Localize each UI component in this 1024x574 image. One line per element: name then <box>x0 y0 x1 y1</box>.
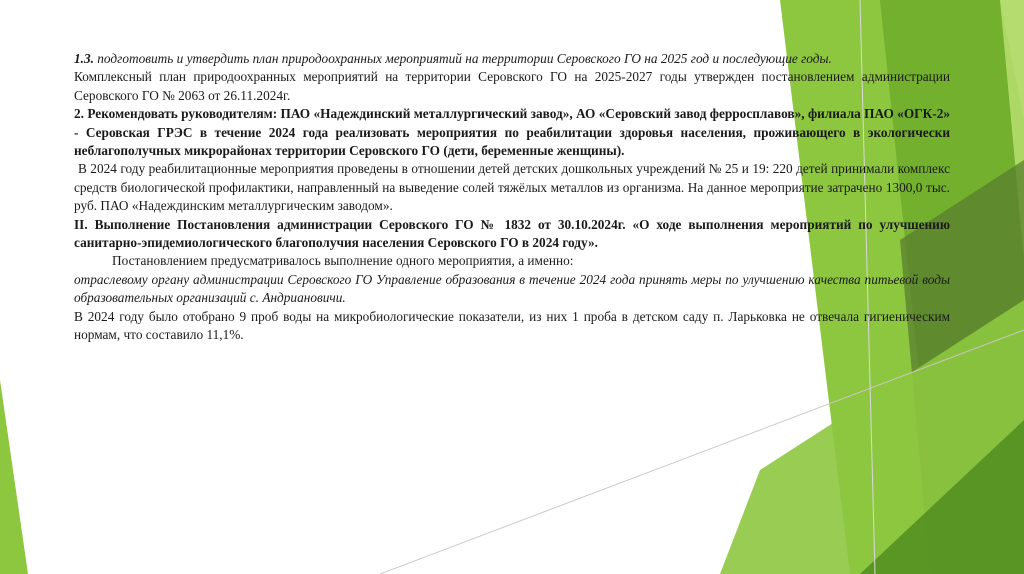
paragraph-1 <box>74 50 950 68</box>
item-text: подготовить и утвердить план природоохранных мероприятий на территории Серовского ГО на 2025 год и последующие годы. <box>93 51 832 66</box>
slide-text <box>74 50 950 345</box>
paragraph-3: 2. Рекомендовать руководителям: ПАО «Надеждинский металлургический завод», АО «Серовский завод ферросплавов», филиала ПАО «ОГК-2» - Серовская ГРЭС в течение 2024 года реализовать мероприятия по реабилитации здоровья населения, проживающего в экологически неблагополучных микрорайонах территории Серовского ГО (дети, беременные женщины). <box>74 106 950 159</box>
paragraph-7: отраслевому органу администрации Серовского ГО Управление образования в течение 2024 года принять меры по улучшению качества питьевой воды образовательных организаций с. Андриановичи. <box>74 271 950 306</box>
paragraph-2: Комплексный план природоохранных мероприятий на территории Серовского ГО на 2025-2027 годы утвержден постановлением администрации Серовского ГО № 2063 от 26.11.2024г. <box>74 69 950 103</box>
left-green-shape <box>0 380 28 574</box>
paragraph-6: Постановлением предусматривалось выполнение одного мероприятия, а именно: <box>112 253 574 269</box>
paragraph-5: II. Выполнение Постановления администрации Серовского ГО № 1832 от 30.10.2024г. «О ходе выполнения мероприятий по улучшению санитарно-эпидемиологического благополучия населения Серовского ГО в 2024 году». <box>74 216 950 251</box>
paragraph-8: В 2024 году было отобрано 9 проб воды на микробиологические показатели, из них 1 проба в детском саду п. Ларьковка не отвечала гигиеническим нормам, что составило 11,1%. <box>74 308 950 343</box>
paragraph-4: В 2024 году реабилитационные мероприятия проведены в отношении детей детских дошкольных учреждений № 25 и 19: 220 детей принимали комплекс средств биологической профилактики, направленный на выведение солей тяжёлых металлов из организма. На данное мероприятие затрачено 1300,0 тыс. руб. ПАО «Надеждинским металлургическим заводом». <box>74 161 950 214</box>
item-number: 1.3. <box>74 51 94 66</box>
